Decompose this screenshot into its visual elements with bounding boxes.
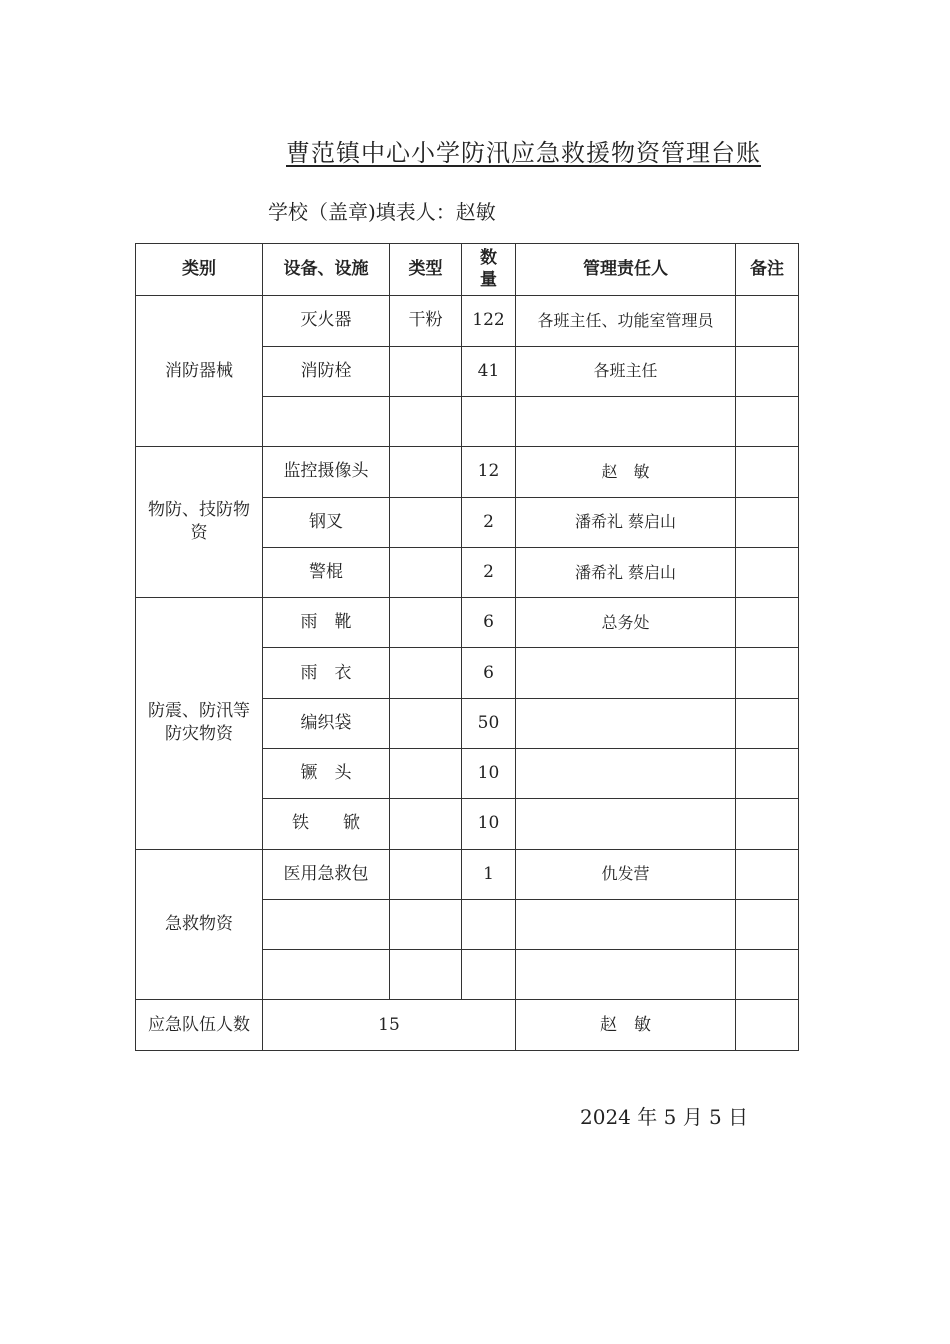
equipment-cell [263,396,390,446]
type-cell [390,748,462,798]
quantity-cell: 10 [462,799,516,849]
quantity-cell: 1 [462,849,516,899]
filler-line: 学校（盖章)填表人：赵敏 [268,200,496,224]
remarks-cell [736,547,799,597]
table-row [136,598,799,648]
responsible-person-cell [516,698,736,748]
header-category: 类别 [136,244,263,296]
team-row [136,1000,799,1051]
responsible-person-cell [516,799,736,849]
category-cell: 急救物资 [136,849,263,1000]
quantity-cell: 122 [462,296,516,346]
category-cell: 物防、技防物资 [136,447,263,598]
header-remarks: 备注 [736,244,799,296]
table-row [136,296,799,346]
equipment-cell: 灭火器 [263,296,390,346]
responsible-person-cell: 各班主任、功能室管理员 [516,296,736,346]
header-responsible-person: 管理责任人 [516,244,736,296]
remarks-cell [736,899,799,949]
equipment-cell: 镢 头 [263,748,390,798]
equipment-cell: 雨 靴 [263,598,390,648]
type-cell [390,849,462,899]
responsible-person-cell [516,648,736,698]
equipment-cell [263,950,390,1000]
responsible-person-cell: 总务处 [516,598,736,648]
document-title: 曹范镇中心小学防汛应急救援物资管理台账 [286,139,761,167]
table-row [136,447,799,497]
equipment-cell: 铁 锨 [263,799,390,849]
quantity-cell [462,396,516,446]
type-cell [390,346,462,396]
quantity-cell: 6 [462,598,516,648]
type-cell [390,598,462,648]
remarks-cell [736,296,799,346]
responsible-person-cell: 潘希礼 蔡启山 [516,497,736,547]
type-cell [390,899,462,949]
responsible-person-cell [516,396,736,446]
remarks-cell [736,497,799,547]
remarks-cell [736,598,799,648]
type-cell [390,547,462,597]
quantity-cell [462,899,516,949]
type-cell [390,447,462,497]
responsible-person-cell: 赵 敏 [516,1000,736,1051]
remarks-cell [736,648,799,698]
type-cell [390,648,462,698]
quantity-cell [462,950,516,1000]
remarks-cell [736,698,799,748]
team-label-cell: 应急队伍人数 [136,1000,263,1051]
category-cell: 防震、防汛等 防灾物资 [136,598,263,849]
supplies-ledger-table [135,243,799,1051]
remarks-cell [736,849,799,899]
remarks-cell [736,346,799,396]
equipment-cell: 编织袋 [263,698,390,748]
quantity-cell: 50 [462,698,516,748]
type-cell [390,396,462,446]
remarks-cell [736,748,799,798]
table-row [136,849,799,899]
header-quantity: 数 量 [462,244,516,296]
quantity-cell: 6 [462,648,516,698]
responsible-person-cell [516,950,736,1000]
quantity-cell: 10 [462,748,516,798]
type-cell [390,497,462,547]
type-cell: 干粉 [390,296,462,346]
remarks-cell [736,950,799,1000]
type-cell [390,950,462,1000]
quantity-cell: 41 [462,346,516,396]
type-cell [390,698,462,748]
remarks-cell [736,396,799,446]
equipment-cell: 医用急救包 [263,849,390,899]
category-cell: 消防器械 [136,296,263,447]
equipment-cell: 钢叉 [263,497,390,547]
responsible-person-cell [516,899,736,949]
equipment-cell: 雨 衣 [263,648,390,698]
responsible-person-cell: 仇发营 [516,849,736,899]
team-count-cell: 15 [263,1000,516,1051]
remarks-cell [736,447,799,497]
equipment-cell: 监控摄像头 [263,447,390,497]
equipment-cell [263,899,390,949]
header-row [136,244,799,296]
document-date: 2024 年 5 月 5 日 [580,1105,749,1129]
quantity-cell: 12 [462,447,516,497]
type-cell [390,799,462,849]
responsible-person-cell: 赵 敏 [516,447,736,497]
responsible-person-cell [516,748,736,798]
header-equipment: 设备、设施 [263,244,390,296]
remarks-cell [736,1000,799,1051]
responsible-person-cell: 潘希礼 蔡启山 [516,547,736,597]
header-type: 类型 [390,244,462,296]
responsible-person-cell: 各班主任 [516,346,736,396]
quantity-cell: 2 [462,497,516,547]
remarks-cell [736,799,799,849]
quantity-cell: 2 [462,547,516,597]
equipment-cell: 消防栓 [263,346,390,396]
equipment-cell: 警棍 [263,547,390,597]
